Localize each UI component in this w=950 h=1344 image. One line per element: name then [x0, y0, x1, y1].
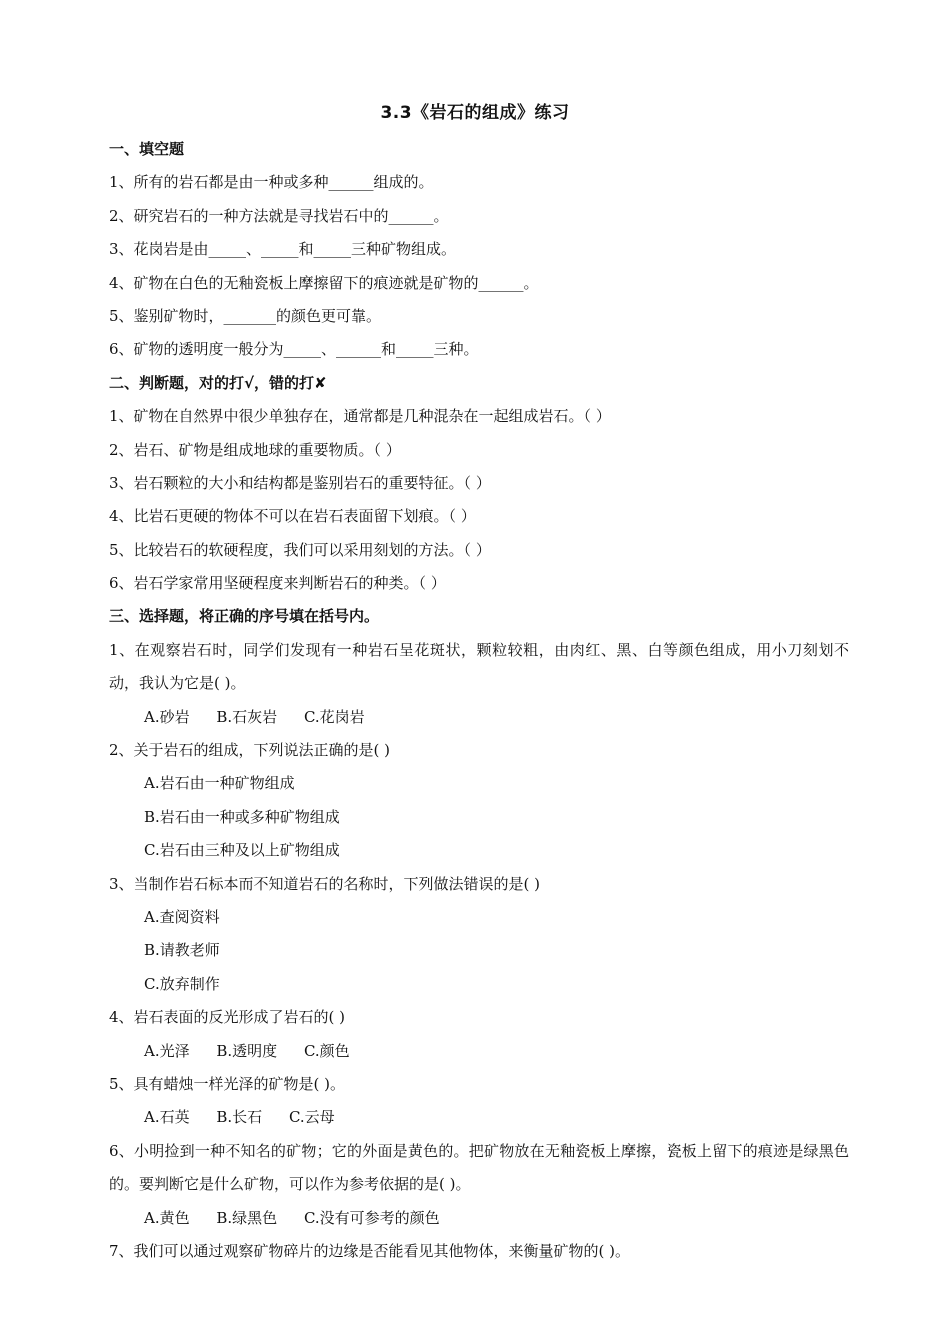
choice-option: A.查阅资料	[144, 908, 220, 927]
fill-blank-question: 1、所有的岩石都是由一种或多种______组成的。	[109, 173, 434, 192]
true-false-question: 2、岩石、矿物是组成地球的重要物质。（ ）	[109, 440, 401, 459]
choice-option: A.砂岩	[144, 707, 190, 726]
choice-question-stem: 3、当制作岩石标本而不知道岩石的名称时，下列做法错误的是( )	[109, 874, 541, 893]
true-false-question: 5、比较岩石的软硬程度，我们可以采用刻划的方法。（ ）	[109, 540, 491, 559]
fill-blank-question: 5、鉴别矿物时，_______的颜色更可靠。	[109, 306, 382, 325]
choice-option: B.请教老师	[144, 941, 220, 960]
choice-option: A.黄色	[144, 1208, 190, 1227]
choice-question-stem: 5、具有蜡烛一样光泽的矿物是( )。	[109, 1074, 346, 1093]
choice-option: B.岩石由一种或多种矿物组成	[144, 807, 340, 826]
true-false-question: 1、矿物在自然界中很少单独存在，通常都是几种混杂在一起组成岩石。（ ）	[109, 407, 611, 426]
choice-question-stem: 2、关于岩石的组成，下列说法正确的是( )	[109, 741, 391, 760]
choice-question-stem: 6、小明捡到一种不知名的矿物；它的外面是黄色的。把矿物放在无釉瓷板上摩擦，瓷板上留下的痕迹是绿黑色的。要判断它是什么矿物，可以作为参考依据的是( )。	[109, 1141, 849, 1194]
fill-blank-question: 4、矿物在白色的无釉瓷板上摩擦留下的痕迹就是矿物的______。	[109, 273, 539, 292]
true-false-question: 4、比岩石更硬的物体不可以在岩石表面留下划痕。（ ）	[109, 507, 476, 526]
worksheet-content	[109, 133, 849, 1268]
choice-option: B.石灰岩	[216, 707, 278, 726]
choice-option: C.花岗岩	[303, 707, 365, 726]
choice-option: C.岩石由三种及以上矿物组成	[144, 841, 340, 860]
true-false-question: 6、岩石学家常用坚硬程度来判断岩石的种类。（ ）	[109, 574, 446, 593]
choice-options-row	[109, 701, 849, 734]
true-false-question: 3、岩石颗粒的大小和结构都是鉴别岩石的重要特征。（ ）	[109, 473, 491, 492]
choice-options-row	[109, 1202, 849, 1235]
choice-options-row	[109, 1101, 849, 1134]
choice-question-stem: 1、在观察岩石时，同学们发现有一种岩石呈花斑状，颗粒较粗，由肉红、黑、白等颜色组成，用小刀刻划不动，我认为它是( )。	[109, 640, 849, 693]
choice-option: A.石英	[144, 1108, 190, 1127]
choice-option: C.云母	[288, 1108, 335, 1127]
choice-option: B.透明度	[216, 1041, 278, 1060]
fill-blank-question: 2、研究岩石的一种方法就是寻找岩石中的______。	[109, 206, 449, 225]
section-heading-true-false: 二、判断题，对的打√，错的打✘	[109, 373, 327, 392]
choice-option: C.颜色	[303, 1041, 350, 1060]
section-heading-fill-blank: 一、填空题	[109, 140, 185, 158]
choice-option: B.绿黑色	[216, 1208, 278, 1227]
choice-question-stem: 7、我们可以通过观察矿物碎片的边缘是否能看见其他物体，来衡量矿物的( )。	[109, 1241, 631, 1260]
choice-option: C.放弃制作	[144, 974, 220, 993]
fill-blank-question: 6、矿物的透明度一般分为_____、______和_____三种。	[109, 340, 479, 359]
page-title: 3.3《岩石的组成》练习	[380, 103, 570, 123]
choice-question-stem: 4、岩石表面的反光形成了岩石的( )	[109, 1008, 346, 1027]
choice-option: A.光泽	[144, 1041, 190, 1060]
choice-option: A.岩石由一种矿物组成	[144, 774, 295, 793]
choice-option: C.没有可参考的颜色	[303, 1208, 440, 1227]
choice-options-row	[109, 1035, 849, 1068]
fill-blank-question: 3、花岗岩是由_____、_____和_____三种矿物组成。	[109, 240, 457, 259]
section-heading-multiple-choice: 三、选择题，将正确的序号填在括号内。	[109, 607, 380, 626]
choice-option: B.长石	[216, 1108, 263, 1127]
